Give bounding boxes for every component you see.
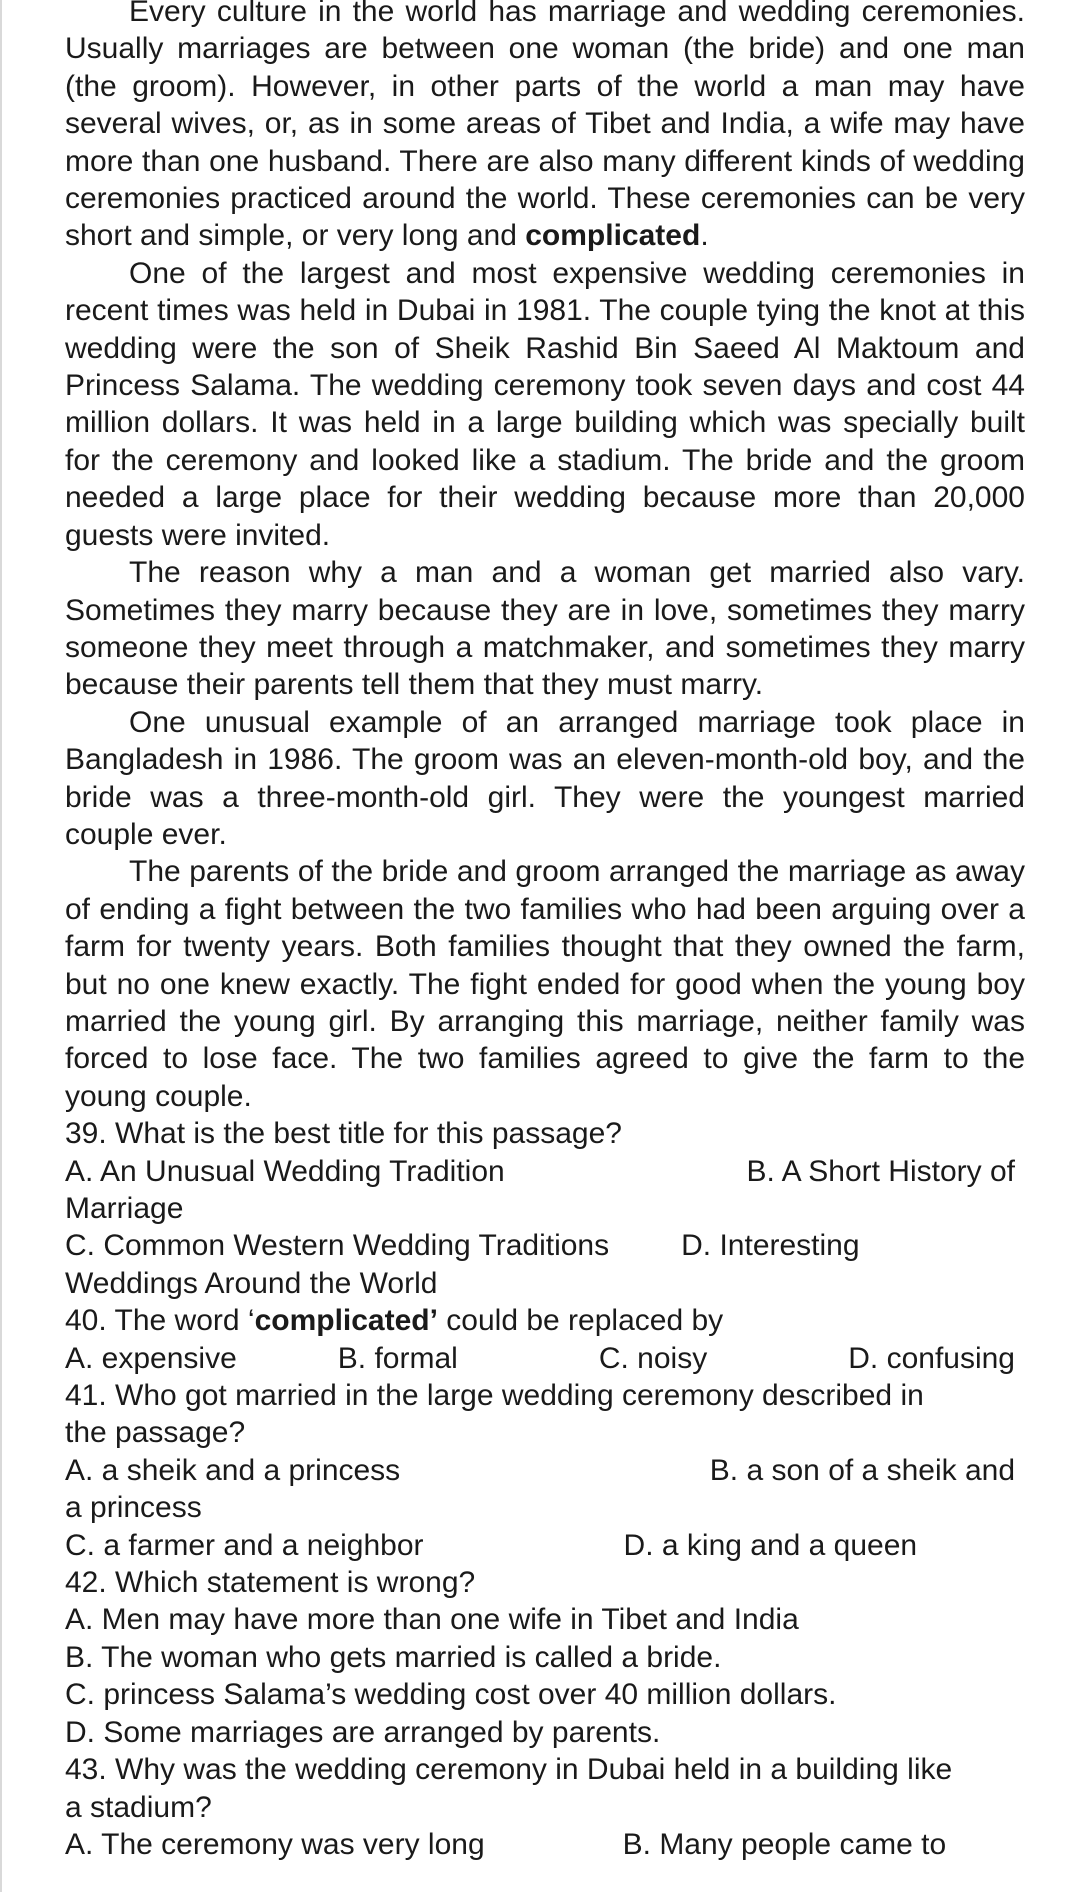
question-42-option-c: C. princess Salama’s wedding cost over 40 million dollars. bbox=[65, 1678, 837, 1712]
question-41-option-b: B. a son of a sheik and bbox=[709, 1453, 1015, 1487]
question-40-option-d: D. confusing bbox=[848, 1341, 1015, 1375]
question-41-option-d: D. a king and a queen bbox=[623, 1528, 918, 1562]
question-40-keyword: complicated’ bbox=[254, 1304, 438, 1338]
passage-paragraph-1 bbox=[65, 0, 1025, 255]
question-42-option-b: B. The woman who gets married is called a bride. bbox=[65, 1640, 722, 1674]
question-43-option-b: B. Many people came to bbox=[622, 1827, 947, 1861]
question-39-option-c: C. Common Western Wedding Traditions bbox=[65, 1229, 610, 1263]
question-40 bbox=[65, 1302, 1025, 1377]
question-42-option-d: D. Some marriages are arranged by parents. bbox=[65, 1715, 661, 1749]
question-42-stem: 42. Which statement is wrong? bbox=[65, 1566, 476, 1600]
paragraph-1-end: . bbox=[700, 219, 709, 253]
question-43 bbox=[65, 1751, 1025, 1863]
question-39-option-d: D. Interesting bbox=[681, 1229, 860, 1263]
question-41-option-b-continued: a princess bbox=[65, 1491, 202, 1525]
question-41 bbox=[65, 1377, 1025, 1564]
question-40-option-b: B. formal bbox=[337, 1341, 458, 1375]
question-43-stem-line-1: 43. Why was the wedding ceremony in Dubai held in a building like bbox=[65, 1753, 953, 1787]
question-40-option-a: A. expensive bbox=[65, 1341, 237, 1375]
question-43-option-a: A. The ceremony was very long bbox=[65, 1827, 485, 1861]
question-41-stem-line-2: the passage? bbox=[65, 1416, 246, 1450]
paragraph-1-text: Every culture in the world has marriage and wedding ceremonies. Usually marriages are between one woman (the bride) and one man (the groom). However, in other parts of the world a man may have several wives, or, as in some areas of Tibet and India, a wife may have more than one husband. There are also many different kinds of wedding ceremonies practiced around the world. These ceremonies can be very short and simple, or very long and bbox=[65, 0, 1025, 253]
question-39-stem: 39. What is the best title for this passage? bbox=[65, 1117, 622, 1151]
question-40-stem-end: could be replaced by bbox=[437, 1304, 724, 1338]
question-39-option-d-continued: Weddings Around the World bbox=[65, 1266, 438, 1300]
question-40-stem-start: 40. The word ‘ bbox=[65, 1304, 255, 1338]
question-39-options-cd bbox=[65, 1227, 1025, 1302]
question-42 bbox=[65, 1564, 1025, 1751]
question-40-option-c: C. noisy bbox=[598, 1341, 708, 1375]
question-41-options-ab bbox=[65, 1452, 1025, 1527]
passage-paragraph-2: One of the largest and most expensive wedding ceremonies in recent times was held in Dubai in 1981. The couple tying the knot at this wedding were the son of Sheik Rashid Bin Saeed Al Maktoum and Princess Salama. The wedding ceremony took seven days and cost 44 million dollars. It was held in a large building which was specially built for the ceremony and looked like a stadium. The bride and the groom needed a large place for their wedding because more than 20,000 guests were invited. bbox=[65, 256, 1025, 552]
question-39-option-b: B. A Short History of bbox=[746, 1154, 1015, 1188]
question-39 bbox=[65, 1115, 1025, 1302]
question-43-options-ab bbox=[65, 1826, 1025, 1863]
question-40-stem bbox=[65, 1302, 1025, 1339]
question-41-stem-line-1: 41. Who got married in the large wedding ceremony described in bbox=[65, 1379, 924, 1413]
question-40-options bbox=[65, 1340, 1025, 1377]
reading-passage bbox=[65, 0, 1025, 1863]
question-41-options-cd bbox=[65, 1527, 1025, 1564]
question-43-stem-line-2: a stadium? bbox=[65, 1790, 212, 1824]
question-39-option-b-continued: Marriage bbox=[65, 1192, 184, 1225]
question-41-option-a: A. a sheik and a princess bbox=[65, 1453, 401, 1487]
keyword-complicated: complicated bbox=[525, 219, 701, 253]
passage-paragraph-3: The reason why a man and a woman get married also vary. Sometimes they marry because they are in love, sometimes they marry someone they meet through a matchmaker, and sometimes they marry because their parents tell them that they must marry. bbox=[65, 556, 1025, 702]
passage-paragraph-4: One unusual example of an arranged marriage took place in Bangladesh in 1986. The groom was an eleven-month-old boy, and the bride was a three-month-old girl. They were the youngest married couple ever. bbox=[65, 705, 1025, 851]
passage-paragraph-5: The parents of the bride and groom arranged the marriage as away of ending a fight between the two families who had been arguing over a farm for twenty years. Both families thought that they owned the farm, but no one knew exactly. The fight ended for good when the young boy married the young girl. By arranging this marriage, neither family was forced to lose face. The two families agreed to give the farm to the young couple. bbox=[65, 855, 1025, 1113]
question-39-options-ab bbox=[65, 1153, 1025, 1228]
page-edge-divider bbox=[0, 0, 2, 1892]
question-39-option-a: A. An Unusual Wedding Tradition bbox=[65, 1154, 505, 1188]
question-42-option-a: A. Men may have more than one wife in Tibet and India bbox=[65, 1603, 799, 1637]
question-41-option-c: C. a farmer and a neighbor bbox=[65, 1528, 424, 1562]
